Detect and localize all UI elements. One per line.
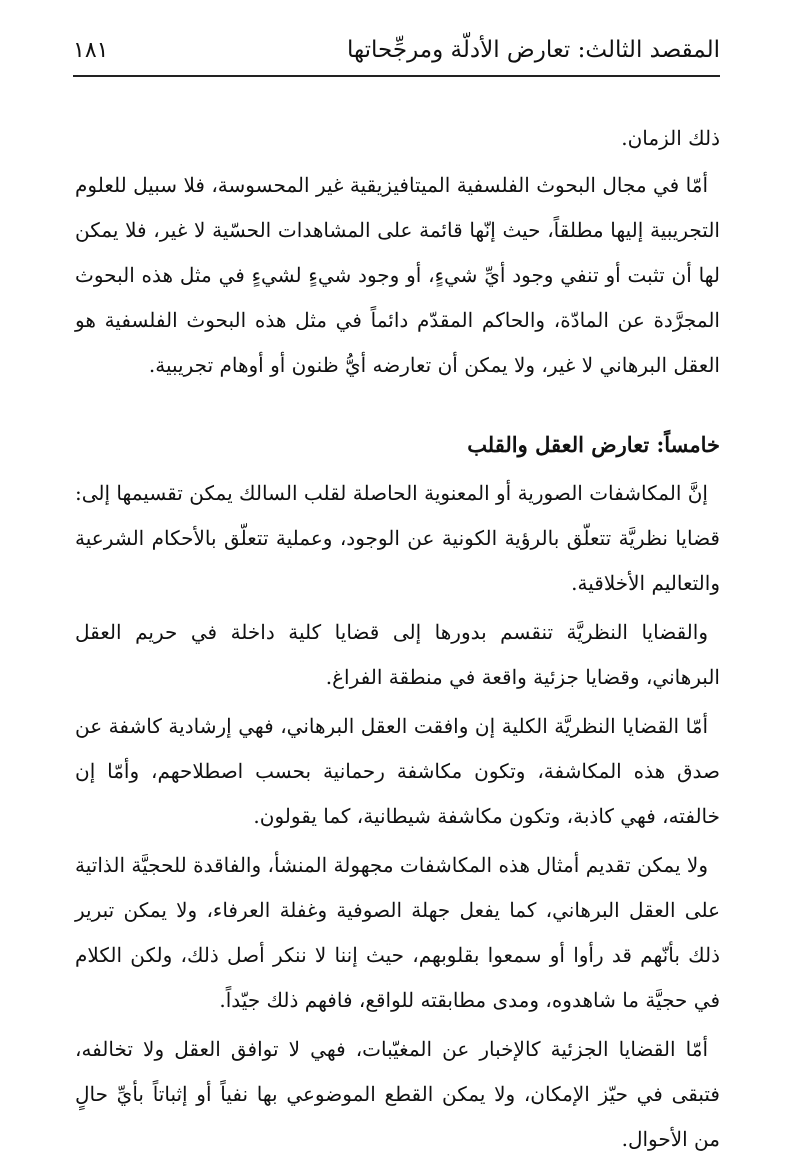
running-header-title: المقصد الثالث: تعارض الأدلّة ومرجِّحاتها — [347, 37, 720, 63]
page-number: ١٨١ — [73, 37, 109, 63]
paragraph-particular-issues: أمّا القضايا الجزئية كالإخبار عن المغيّبات، فهي لا توافق العقل ولا تخالفه، فتبقى في حيّز الإمكان، ولا يمكن القطع الموضوعي بها نفياً أو إثباتاً بأيِّ حالٍ من الأحوال. — [75, 1037, 720, 1151]
page-body — [75, 116, 720, 1166]
section-heading: خامساً: تعارض العقل والقلب — [467, 432, 720, 457]
paragraph-continuation: ذلك الزمان. — [621, 126, 720, 150]
paragraph-metaphysics: أمّا في مجال البحوث الفلسفية الميتافيزيقية غير المحسوسة، فلا سبيل للعلوم التجريبية إليها مطلقاً، حيث إنّها قائمة على المشاهدات الحسّية لا غير، فلا يمكن لها أن تثبت أو تنفي وجود أيِّ شيءٍ، أو وجود شيءٍ لشيءٍ في مثل هذه البحوث المجرَّدة عن المادّة، والحاكم المقدّم دائماً في مثل هذه البحوث الفلسفية هو العقل البرهاني لا غير، ولا يمكن أن تعارضه أيُّ ظنون أو أوهام تجريبية. — [75, 173, 720, 377]
header-divider — [73, 75, 720, 77]
paragraph-theoretical: والقضايا النظريَّة تنقسم بدورها إلى قضايا كلية داخلة في حريم العقل البرهاني، وقضايا جزئية واقعة في منطقة الفراغ. — [75, 620, 720, 689]
paragraph-general-issues: أمّا القضايا النظريَّة الكلية إن وافقت العقل البرهاني، فهي إرشادية كاشفة عن صدق هذه المكاشفة، وتكون مكاشفة رحمانية بحسب اصطلاحهم، وأمّا إن خالفته، فهي كاذبة، وتكون مكاشفة شيطانية، كما يقولون. — [75, 714, 720, 828]
paragraph-unknown-origin: ولا يمكن تقديم أمثال هذه المكاشفات مجهولة المنشأ، والفاقدة للحجيَّة الذاتية على العقل البرهاني، كما يفعل جهلة الصوفية وغفلة العرفاء، ولا يمكن تبرير ذلك بأنّهم قد رأوا أو سمعوا بقلوبهم، حيث إننا لا ننكر أصل ذلك، ولكن الكلام في حجيَّة ما شاهدوه، ومدى مطابقته للواقع، فافهم ذلك جيّداً. — [75, 853, 720, 1012]
page-header — [73, 30, 720, 70]
paragraph-intro: إنَّ المكاشفات الصورية أو المعنوية الحاصلة لقلب السالك يمكن تقسيمها إلى: قضايا نظريَّة تتعلّق بالرؤية الكونية عن الوجود، وعملية تتعلّق بالأحكام الشرعية والتعاليم الأخلاقية. — [75, 481, 720, 595]
